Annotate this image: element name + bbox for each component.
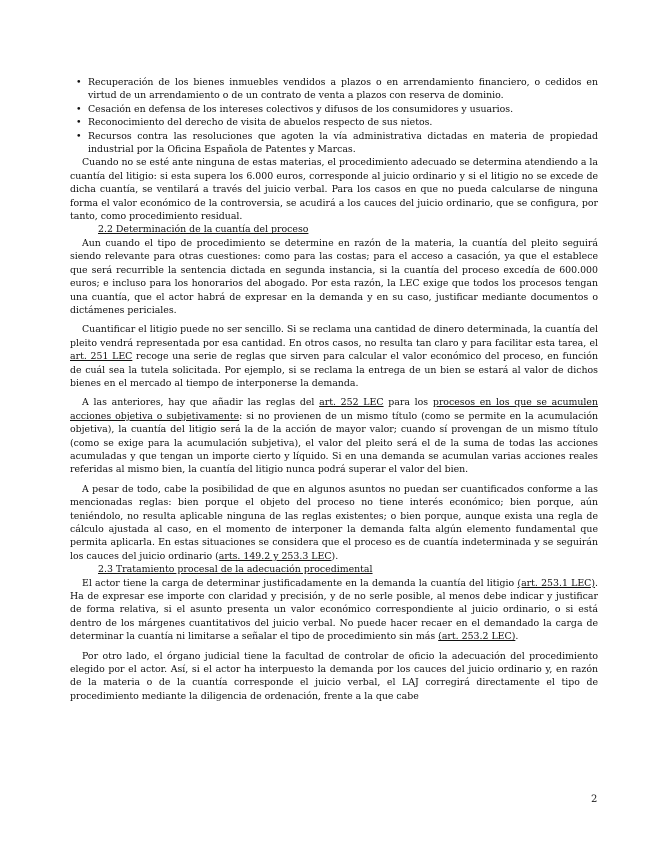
law-reference-link[interactable]: art. 252 LEC	[319, 397, 384, 409]
paragraph: Cuando no se esté ante ninguna de estas materias, el procedimiento adecuado se determina atendiendo a la cuantía del litigio: si esta supera los 6.000 euros, corresponde al juicio ordinario y si el litigio no se excede de dicha cuantía, se ventilará a través del juicio verbal. Para los casos en que no pueda calcularse de ninguna forma el valor económico de la controversia, se acudirá a los cauces del juicio ordinario, que se configura, por tanto, como procedimiento residual.	[70, 157, 598, 223]
text-run: recoge una serie de reglas que sirven para calcular el valor económico del proceso, en función de cuál sea la tutela solicitada. Por ejemplo, si se reclama la entrega de un bien se estará al valor de dichos bienes en el mercado al tiempo de interponerse la demanda.	[70, 351, 598, 389]
text-run: A pesar de todo, cabe la posibilidad de que en algunos asuntos no puedan ser cuantificados conforme a las mencionadas reglas: bien porque el objeto del proceso no tiene interés económico; bien porque, aún teniéndolo, no resulta aplicable ninguna de las reglas existentes; o bien porque, aunque exista una regla de cálculo ajustada al caso, en el momento de interponer la demanda falta algún elemento fundamental que permita aplicarla. En estas situaciones se considera que el proceso es de cuantía indeterminada y se seguirán los cauces del juicio ordinario (	[70, 483, 598, 562]
text-run: . Ha de expresar ese importe con claridad y precisión, y de no serle posible, al menos debe indicar y justificar de forma relativa, si el asunto presenta un valor económico correspondiente al juicio ordinario, o si está dentro de los márgenes cuantitativos del juicio verbal. No puede hacer recaer en el demandado la carga de determinar la cuantía ni limitarse a señalar el tipo de procedimiento sin más	[70, 577, 598, 643]
law-reference-link[interactable]: art. 251 LEC	[70, 351, 133, 363]
list-item: • Recuperación de los bienes inmuebles vendidos a plazos o en arrendamiento financiero, o cedidos en virtud de un arrendamiento o de un contrato de venta a plazos con reserva de dominio.	[88, 76, 598, 103]
text-run: .	[515, 631, 519, 643]
materia-list	[70, 76, 598, 156]
text-run: El actor tiene la carga de determinar justificadamente en la demanda la cuantía del litigio	[82, 577, 518, 589]
paragraph	[70, 483, 598, 563]
section-heading-2-3: 2.3 Tratamiento procesal de la adecuación procedimental	[98, 564, 373, 576]
paragraph: Aun cuando el tipo de procedimiento se determine en razón de la materia, la cuantía del pleito seguirá siendo relevante para otras cuestiones: como para las costas; para el acceso a casación, ya que el establece que será recurrible la sentencia dictada en segunda instancia, si la cuantía del proceso excedía de 600.000 euros; e incluso para los honorarios del abogado. Por esta razón, la LEC exige que todos los procesos tengan una cuantía, que el actor habrá de expresar en la demanda y en su caso, justificar mediante documentos o dictámenes periciales.	[70, 237, 598, 316]
text-run: Cuantificar el litigio puede no ser sencillo. Si se reclama una cantidad de dinero determinada, la cuantía del pleito vendrá representada por esa cantidad. En otros casos, no resulta tan claro y para facilitar esta tarea, el	[70, 324, 598, 349]
section-heading-2-2: 2.2 Determinación de la cuantía del proceso	[98, 224, 309, 236]
law-reference-link[interactable]: (art. 253.1 LEC)	[517, 577, 596, 589]
paragraph	[70, 323, 598, 390]
law-reference-link[interactable]: arts. 149.2 y 253.3 LEC	[218, 550, 332, 562]
paragraph: Por otro lado, el órgano judicial tiene la facultad de controlar de oficio la adecuación del procedimiento elegido por el actor. Así, si el actor ha interpuesto la demanda por los cauces del juicio ordinario y, en razón de la materia o de la cuantía corresponde el juicio verbal, el LAJ corregirá directamente el tipo de procedimiento mediante la diligencia de ordenación, frente a la que cabe	[70, 650, 598, 702]
text-run: A las anteriores, hay que añadir las reglas del	[82, 397, 320, 409]
text-run: para los	[383, 397, 433, 409]
text-run: : si no provienen de un mismo título (como se permite en la acumulación objetiva), la cuantía del litigio será la de la acción de mayor valor; cuando sí provengan de un mismo título (como se exige para la acumulación subjetiva), el valor del pleito será el de la suma de todas las acciones acumuladas y que tengan un importe cierto y líquido. Si en una demanda se acumulan varias acciones reales referidas al mismo bien, la cuantía del litigio nunca podrá superar el valor del bien.	[70, 410, 599, 476]
list-item: • Recursos contra las resoluciones que agoten la vía administrativa dictadas en materia de propiedad industrial por la Oficina Española de Patentes y Marcas.	[88, 130, 598, 157]
list-item: • Cesación en defensa de los intereses colectivos y difusos de los consumidores y usuarios.	[88, 103, 598, 116]
topic-link[interactable]: procesos en los que se acumulen acciones objetiva o subjetivamente	[70, 397, 599, 422]
document-body	[70, 76, 598, 703]
paragraph	[70, 577, 598, 644]
paragraph	[70, 396, 598, 476]
law-reference-link[interactable]: (art. 253.2 LEC)	[438, 631, 516, 643]
text-run: ).	[331, 550, 339, 562]
list-item: • Reconocimiento del derecho de visita de abuelos respecto de sus nietos.	[88, 116, 598, 129]
page-number: 2	[591, 794, 598, 805]
